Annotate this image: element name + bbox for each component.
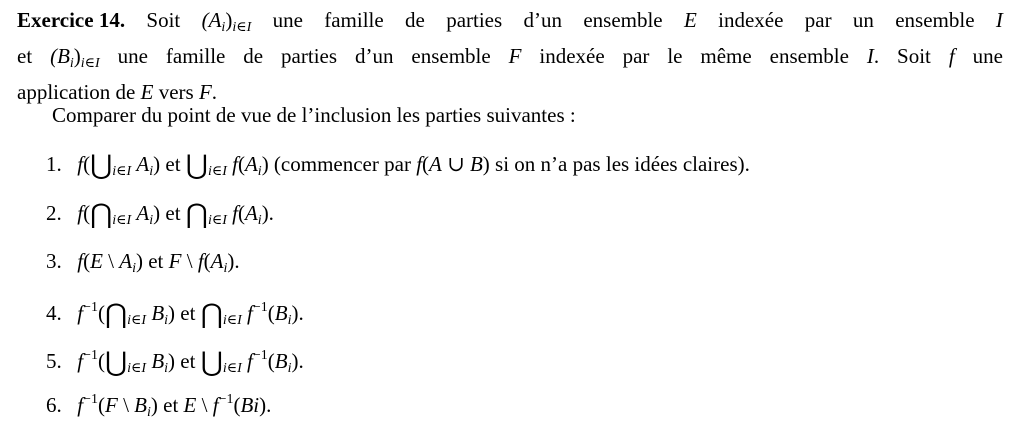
item-formula: $f^{-1}(⋂_{i\in I}$ $B_i$) et $⋂_{i\in I}$ $f^{-1}(B_i)$. — [77, 299, 304, 329]
statement-line-3: application de E vers F. — [17, 80, 218, 104]
item-number: 3. — [46, 249, 62, 273]
exercise-title: Exercice 14. — [17, 8, 126, 32]
item-formula: $f^{-1}(⋃_{i\in I}$ $B_i$) et $⋃_{i\in I}$ $f^{-1}(B_i)$. — [77, 347, 304, 377]
statement-line-1: Exercice 14. Soit $(A_i)_{i\in I}$ une famille de parties d’un ensemble E indexée par un ensemble I — [17, 6, 1003, 42]
list-item-3 — [46, 247, 240, 283]
item-number: 2. — [46, 201, 62, 225]
intro-sentence: Comparer du point de vue de l’inclusion les parties suivantes : — [52, 103, 576, 127]
list-item-1 — [46, 150, 750, 186]
item-number: 5. — [46, 349, 62, 373]
item-number: 4. — [46, 301, 62, 325]
item-number: 6. — [46, 393, 62, 417]
statement-line-2: et $(B_i)_{i\in I}$ une famille de parties d’un ensemble F indexée par le même ensemble I. Soit f une — [17, 44, 1003, 71]
list-item-5 — [46, 342, 304, 383]
list-item-2 — [46, 199, 274, 235]
item-formula: $f(⋃_{i\in I}$ $A_i$) et $⋃_{i\in I}$ $f(A_i)$ (commencer par f(A ∪ B) si on n’a pas les idées claires). — [77, 150, 750, 180]
item-formula: f(E \ $A_i$) et F \ $f(A_i)$. — [77, 249, 240, 276]
list-item-4 — [46, 294, 304, 335]
item-formula: $f^{-1}(F$ \ $B_i$) et E \ $f^{-1}(Bi)$. — [77, 392, 272, 420]
item-formula: $f(⋂_{i\in I}$ $A_i$) et $⋂_{i\in I}$ $f(A_i)$. — [77, 199, 274, 229]
item-number: 1. — [46, 152, 62, 176]
exercise-statement — [17, 6, 1003, 106]
list-item-6 — [46, 386, 271, 427]
